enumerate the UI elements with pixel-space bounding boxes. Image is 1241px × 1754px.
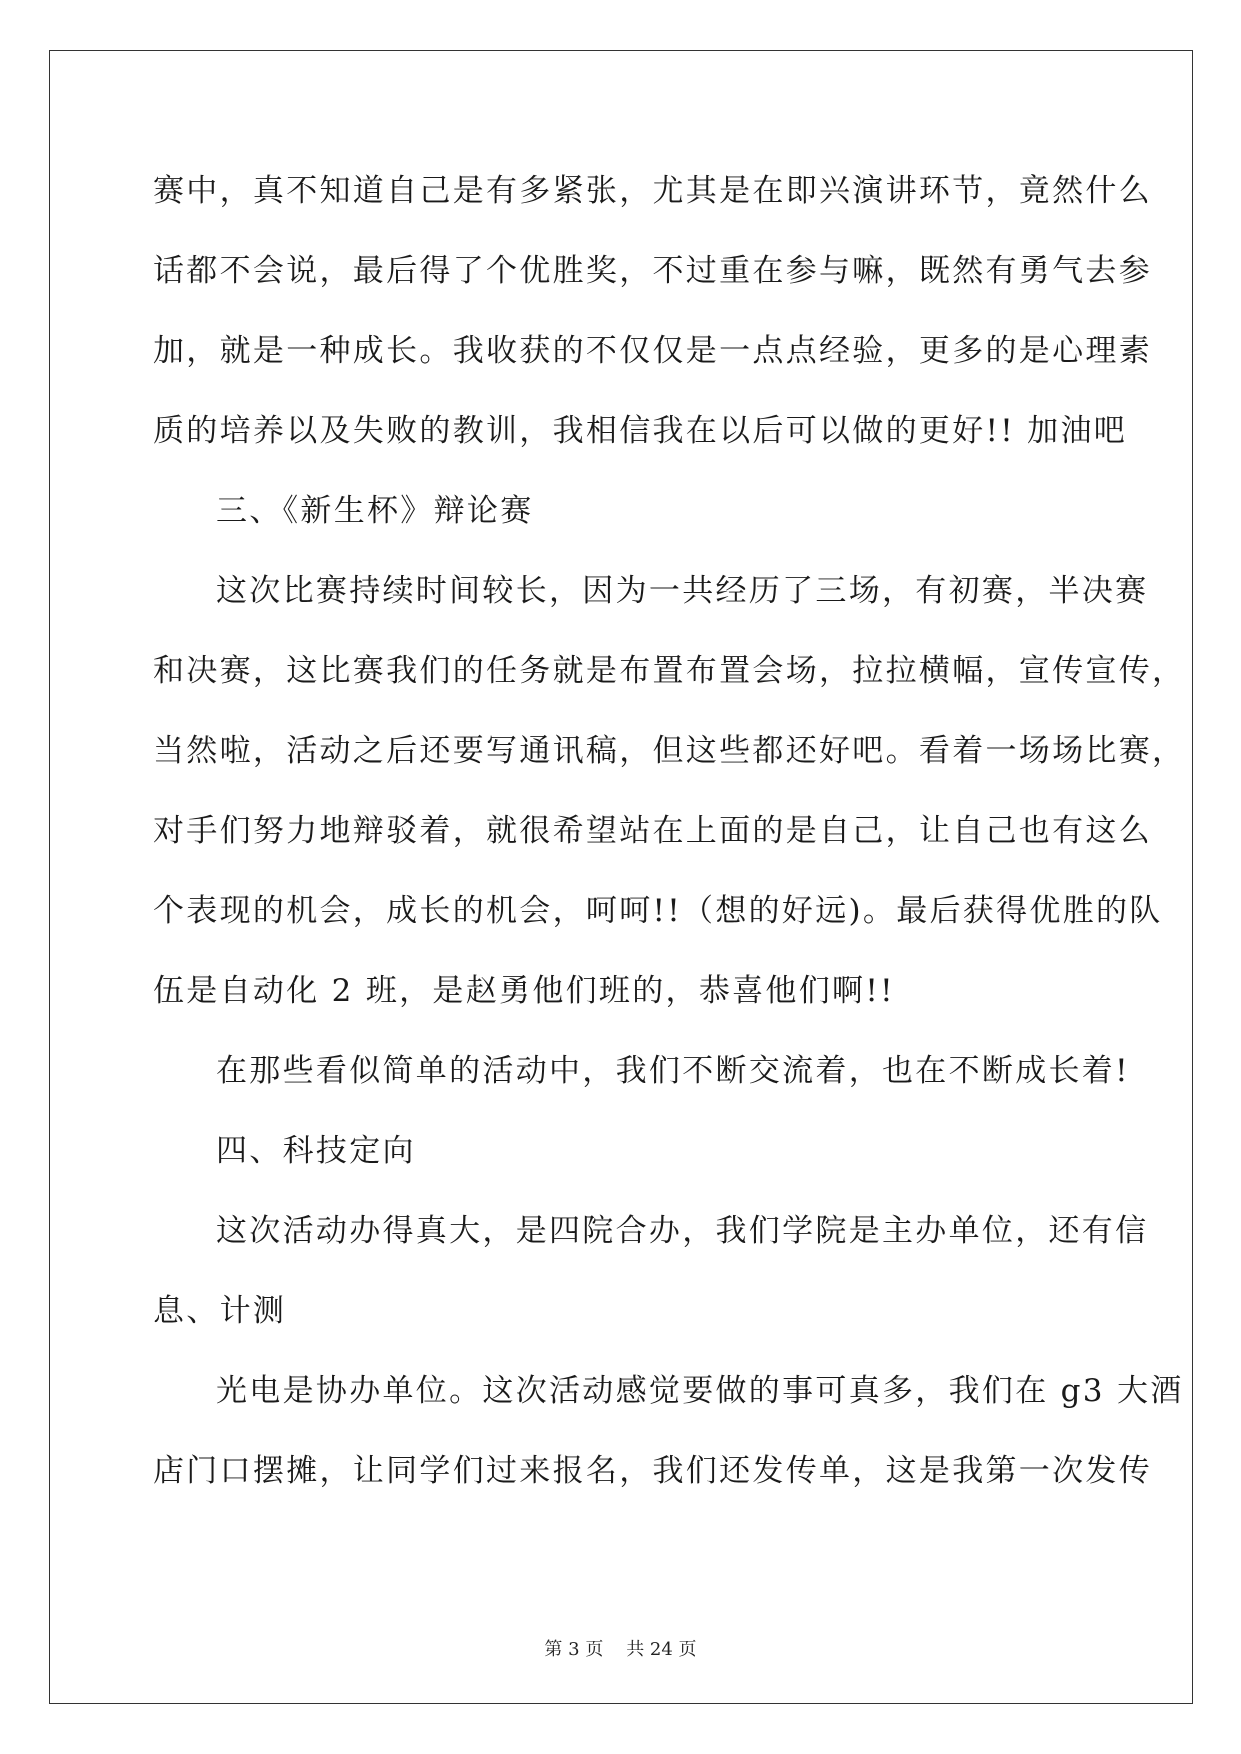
paragraph-line: 当然啦，活动之后还要写通讯稿，但这些都还好吧。看着一场场比赛，: [153, 733, 1186, 769]
paragraph-line: 质的培养以及失败的教训，我相信我在以后可以做的更好!! 加油吧: [153, 413, 1128, 449]
paragraph-line: 店门口摆摊，让同学们过来报名，我们还发传单，这是我第一次发传: [153, 1453, 1152, 1489]
paragraph-line: 和决赛，这比赛我们的任务就是布置布置会场，拉拉横幅，宣传宣传，: [153, 653, 1186, 689]
paragraph-line: 息、计测: [153, 1293, 287, 1329]
paragraph-line: 伍是自动化 2 班，是赵勇他们班的，恭喜他们啊!!: [153, 973, 895, 1009]
paragraph-line: 赛中，真不知道自己是有多紧张，尤其是在即兴演讲环节，竟然什么: [153, 173, 1152, 209]
section-heading: 三、《新生杯》辩论赛: [216, 493, 534, 529]
paragraph-line: 对手们努力地辩驳着，就很希望站在上面的是自己，让自己也有这么: [153, 813, 1152, 849]
paragraph-line: 光电是协办单位。这次活动感觉要做的事可真多，我们在 g3 大酒: [216, 1373, 1184, 1409]
paragraph-line: 在那些看似简单的活动中，我们不断交流着，也在不断成长着!: [216, 1053, 1130, 1089]
paragraph-line: 这次活动办得真大，是四院合办，我们学院是主办单位，还有信: [216, 1213, 1149, 1249]
section-heading: 四、科技定向: [216, 1133, 416, 1169]
paragraph-line: 话都不会说，最后得了个优胜奖，不过重在参与嘛，既然有勇气去参: [153, 253, 1152, 289]
page-number-footer: 第 3 页 共 24 页: [544, 1639, 697, 1660]
paragraph-line: 个表现的机会，成长的机会，呵呵!!（想的好远)。最后获得优胜的队: [153, 893, 1163, 929]
paragraph-line: 这次比赛持续时间较长，因为一共经历了三场，有初赛，半决赛: [216, 573, 1149, 609]
paragraph-line: 加，就是一种成长。我收获的不仅仅是一点点经验，更多的是心理素: [153, 333, 1152, 369]
